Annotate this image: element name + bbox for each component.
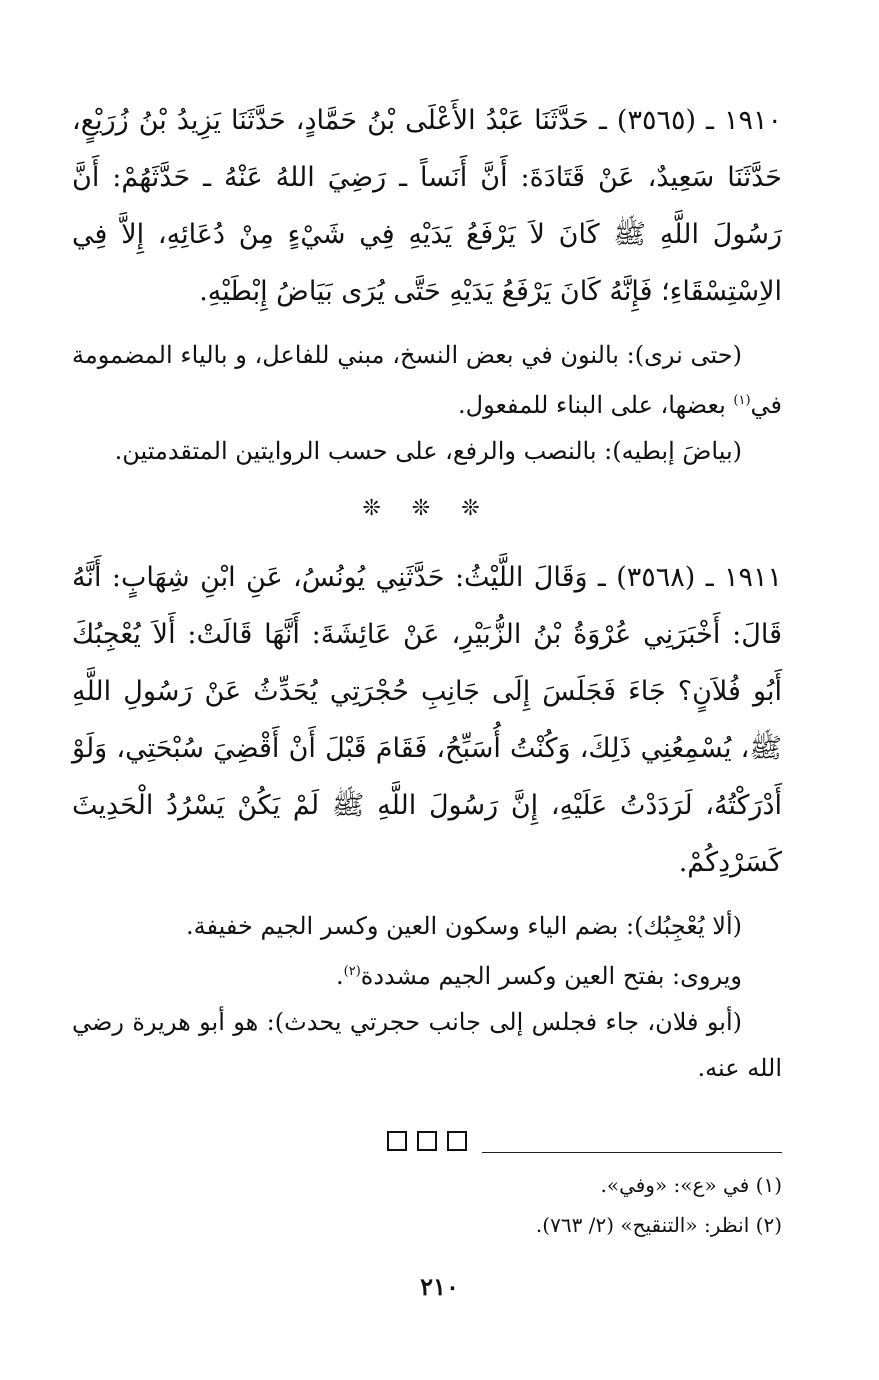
- footnote-ref-2: (٢): [343, 964, 361, 979]
- square-ornament-icon: [417, 1131, 437, 1151]
- section-separator-stars: ❊ ❊ ❊: [362, 496, 492, 521]
- footnote-2: (٢) انظر: «التنقيح» (٢/ ٧٦٣).: [535, 1213, 782, 1237]
- commentary-hatta-nara: [72, 332, 782, 428]
- commentary-text: بعضها، على البناء للمفعول.: [458, 391, 734, 419]
- page-body: [72, 92, 782, 1151]
- footnote-divider: [482, 1152, 782, 1153]
- square-ornament-icon: [387, 1131, 407, 1151]
- square-ornament-icon: [447, 1131, 467, 1151]
- footnote-1: (١) في «ع»: «وفي».: [600, 1173, 782, 1197]
- footnotes: [72, 1165, 782, 1245]
- commentary-ala-yujibuk: (ألا يُعْجِبُك): بضم الياء وسكون العين وكسر الجيم خفيفة.: [186, 912, 742, 940]
- commentary-bayad-ibtayhi: (بياضَ إبطيه): بالنصب والرفع، على حسب الروايتين المتقدمتين.: [114, 437, 742, 465]
- chapter-end-boxes: [72, 1131, 782, 1151]
- commentary-text: .: [335, 962, 344, 990]
- footnote-ref-1: (١): [733, 393, 751, 408]
- hadith-1911: ١٩١١ ـ (٣٥٦٨) ـ وَقَالَ اللَّيْثُ: حَدَّثَنِي يُونُسُ، عَنِ ابْنِ شِهَابٍ: أَنَّهُ قَالَ: أَخْبَرَنِي عُرْوَةُ بْنُ الزُّبَيْرِ، عَنْ عَائِشَةَ: أَنَّهَا قَالَتْ: أَلاَ يُعْجِبُكَ أَبُو فُلاَنٍ؟ جَاءَ فَجَلَسَ إِلَى جَانِبِ حُجْرَتِي يُحَدِّثُ عَنْ رَسُولِ اللَّهِ ﷺ، يُسْمِعُنِي ذَلِكَ، وَكُنْتُ أُسَبِّحُ، فَقَامَ قَبْلَ أَنْ أَقْضِيَ سُبْحَتِي، وَلَوْ أَدْرَكْتُهُ، لَرَدَدْتُ عَلَيْهِ، إِنَّ رَسُولَ اللَّهِ ﷺ لَمْ يَكُنْ يَسْرُدُ الْحَدِيثَ كَسَرْدِكُمْ.: [72, 562, 783, 878]
- page-number: ٢١٠: [420, 1272, 459, 1301]
- commentary-text: (حتى نرى): بالنون في بعض النسخ، مبني للفاعل، و بالياء المضمومة في: [72, 341, 782, 419]
- commentary-abu-fulan: (أبو فلان، جاء فجلس إلى جانب حجرتي يحدث): هو أبو هريرة رضي الله عنه.: [72, 1008, 782, 1082]
- commentary-text: ويروى: بفتح العين وكسر الجيم مشددة: [360, 962, 742, 990]
- commentary-yurwa: [72, 949, 782, 999]
- hadith-1910: ١٩١٠ ـ (٣٥٦٥) ـ حَدَّثَنَا عَبْدُ الأَعْلَى بْنُ حَمَّادٍ، حَدَّثَنَا يَزِيدُ بْنُ زُرَيْعٍ، حَدَّثَنَا سَعِيدٌ، عَنْ قَتَادَةَ: أَنَّ أَنَساً ـ رَضِيَ اللهُ عَنْهُ ـ حَدَّثَهُمْ: أَنَّ رَسُولَ اللَّهِ ﷺ كَانَ لاَ يَرْفَعُ يَدَيْهِ فِي شَيْءٍ مِنْ دُعَائِهِ، إِلاَّ فِي الاِسْتِسْقَاءِ؛ فَإِنَّهُ كَانَ يَرْفَعُ يَدَيْهِ حَتَّى يُرَى بَيَاضُ إِبْطَيْهِ.: [72, 105, 782, 307]
